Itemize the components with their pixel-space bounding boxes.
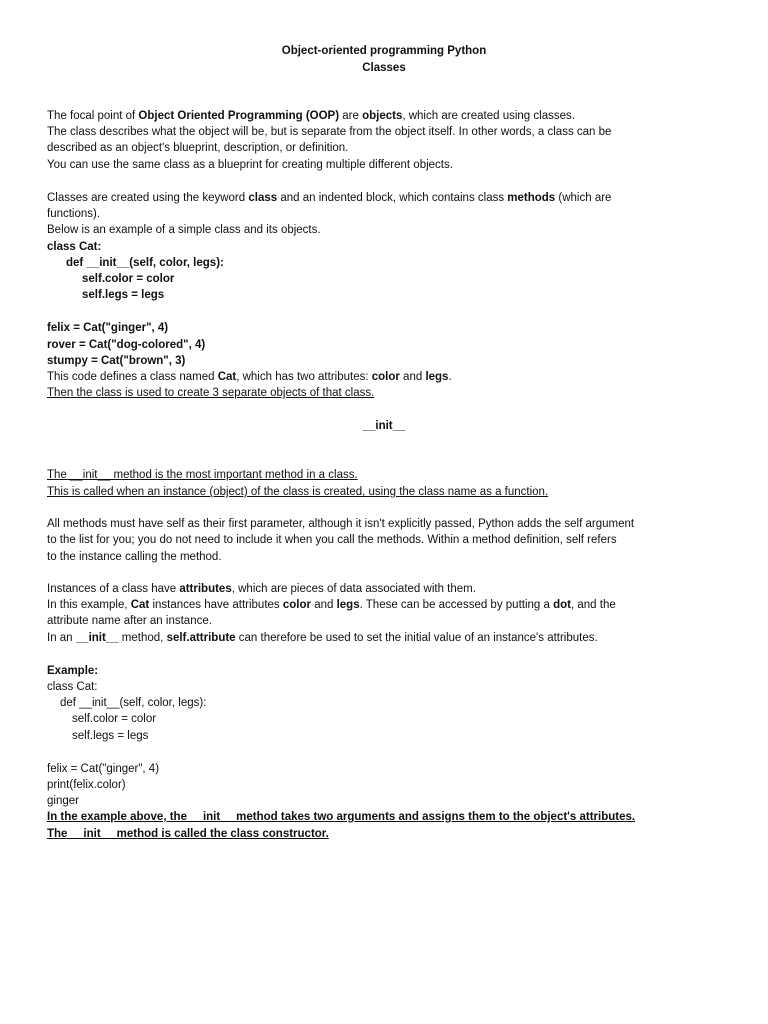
explain-line-1 [47,369,452,385]
term-legs: legs [425,371,449,383]
text: In this example, [47,599,131,611]
text: , which are created using classes. [402,110,575,122]
example-heading: Example: [47,665,99,677]
text: This code defines a class named [47,371,218,383]
term-oop: Object Oriented Programming (OOP) [138,110,340,122]
term-objects: objects [362,110,403,122]
term-cat: Cat [217,371,237,383]
classes-line-1 [47,190,611,206]
text: , which are pieces of data associated with them. [231,583,476,595]
code1-line: stumpy = Cat("brown", 3) [47,355,186,367]
term-dot: dot [553,599,571,611]
self-line-2: to the list for you; you do not need to include it when you call the methods. Within a method definition, self refers [47,534,617,546]
term-init: __init__ [75,632,119,644]
init-line-2: This is called when an instance (object) of the class is created, using the class name as a function. [47,486,549,498]
text: can therefore be used to set the initial value of an instance's attributes. [235,632,598,644]
text: are [339,110,363,122]
intro-line-3: described as an object's blueprint, description, or definition. [47,142,349,154]
example-code-line: class Cat: [47,681,98,693]
self-line-1: All methods must have self as their first parameter, although it isn't explicitly passed, Python adds the self argument [47,518,635,530]
term-self-attribute: self.attribute [166,632,236,644]
attr-line-4 [47,630,598,646]
self-line-3: to the instance calling the method. [47,551,222,563]
term-class: class [248,192,278,204]
code1-line: felix = Cat("ginger", 4) [47,322,169,334]
text: . [448,371,452,383]
attr-line-2 [47,597,616,613]
doc-subtitle: Classes [362,62,406,74]
text: method, [118,632,167,644]
term-cat: Cat [130,599,150,611]
intro-line-4: You can use the same class as a blueprint for creating multiple different objects. [47,159,453,171]
explain-line-2: Then the class is used to create 3 separate objects of that class. [47,387,375,399]
example-code-line: self.legs = legs [72,730,149,742]
closing-line-2: The __init__ method is called the class constructor. [47,828,329,840]
text: Classes are created using the keyword [47,192,249,204]
intro-line-2: The class describes what the object will be, but is separate from the object itself. In other words, a class can be [47,126,612,138]
text: (which are [555,192,612,204]
text: and [399,371,426,383]
term-legs: legs [336,599,360,611]
text: The focal point of [47,110,139,122]
closing-line-1: In the example above, the __init__ method takes two arguments and assigns them to the object's attributes. [47,811,636,823]
code1-line: def __init__(self, color, legs): [66,257,224,269]
text: , which has two attributes: [236,371,372,383]
example-code-line: print(felix.color) [47,779,126,791]
text: . These can be accessed by putting a [359,599,554,611]
text: , and the [570,599,616,611]
classes-line-3: Below is an example of a simple class and its objects. [47,224,321,236]
text: In an [47,632,76,644]
attr-line-3: attribute name after an instance. [47,615,212,627]
text: Instances of a class have [47,583,180,595]
text: and [311,599,337,611]
init-heading: __init__ [362,420,406,432]
code1-line: rover = Cat("dog-colored", 4) [47,339,206,351]
code1-line: self.color = color [82,273,175,285]
term-methods: methods [507,192,556,204]
text: instances have attributes [149,599,283,611]
doc-title: Object-oriented programming Python [281,45,487,57]
code1-line: class Cat: [47,241,102,253]
example-code-line: def __init__(self, color, legs): [60,697,207,709]
code1-line: self.legs = legs [82,289,165,301]
classes-line-2: functions). [47,208,101,220]
attr-line-1 [47,581,476,597]
example-output: ginger [47,795,79,807]
text: and an indented block, which contains class [277,192,508,204]
term-color: color [371,371,400,383]
example-code-line: felix = Cat("ginger", 4) [47,763,160,775]
init-line-1: The __init__ method is the most important method in a class. [47,469,358,481]
intro-line-1 [47,108,575,124]
term-color: color [282,599,311,611]
term-attributes: attributes [179,583,232,595]
example-code-line: self.color = color [72,713,157,725]
